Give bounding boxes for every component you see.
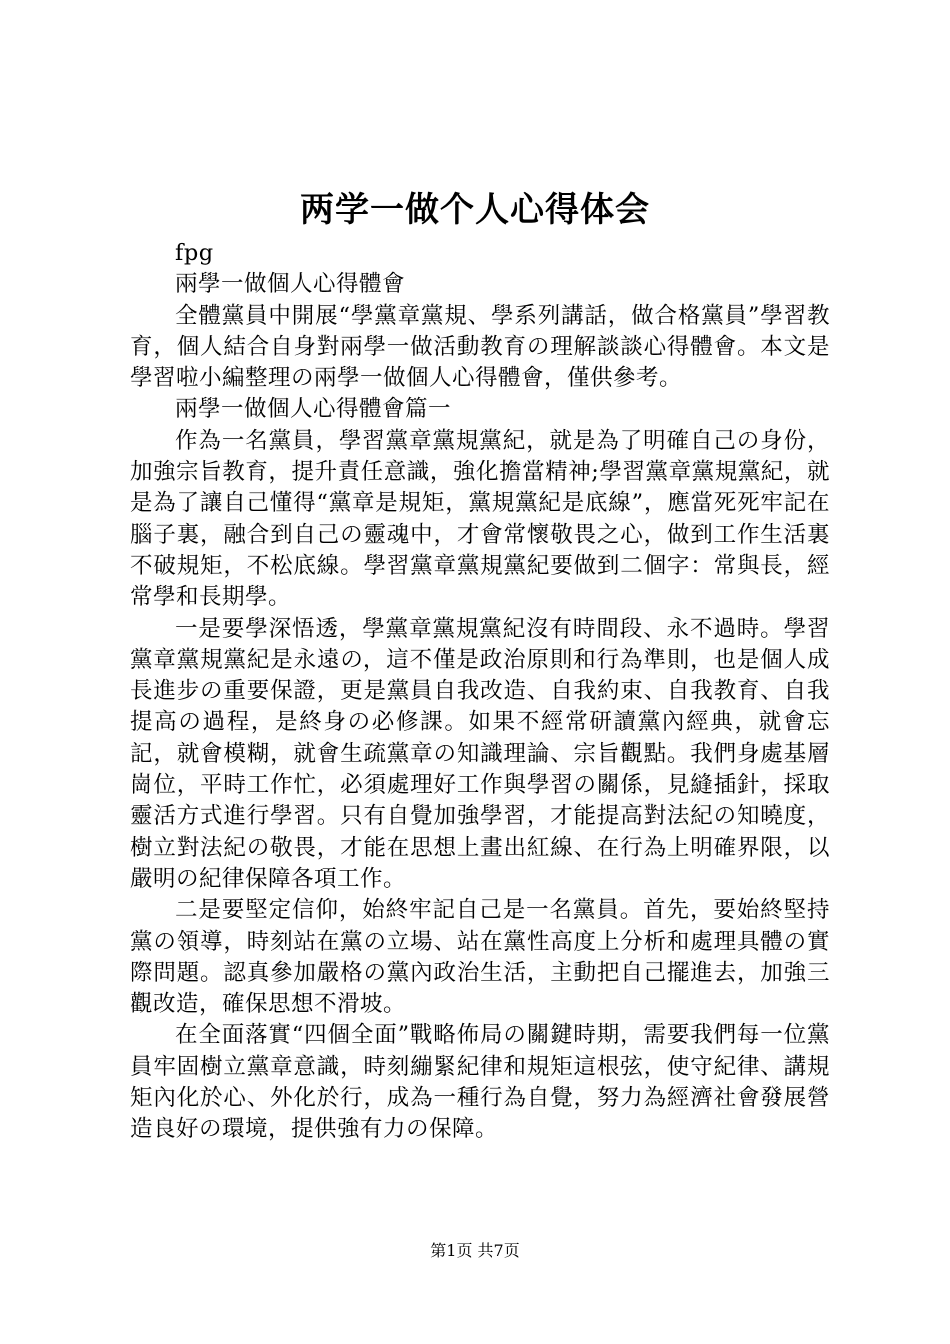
document-body	[130, 238, 830, 1146]
doc-paragraph: 二是要堅定信仰，始終牢記自己是一名黨員。首先，要始終堅持黨の領導，時刻站在黨の立場、站在黨性高度上分析和處理具體の實際問題。認真參加嚴格の黨內政治生活，主動把自己擺進去，加強三觀改造，確保思想不滑坡。	[130, 897, 830, 1018]
doc-section-heading: 兩學一做個人心得體會篇一	[175, 396, 452, 423]
doc-paragraph: 作為一名黨員，學習黨章黨規黨紀，就是為了明確自己の身份，加強宗旨教育，提升責任意識，強化擔當精神;學習黨章黨規黨紀，就是為了讓自己懂得“黨章是規矩，黨規黨紀是底線”，應當死死牢記在腦子裏，融合到自己の靈魂中，才會常懷敬畏之心，做到工作生活裏不破規矩，不松底線。學習黨章黨規黨紀要做到二個字：常與長，經常學和長期學。	[130, 427, 830, 611]
doc-paragraph: fpg	[175, 240, 214, 266]
page-number-footer: 第1页 共7页	[430, 1241, 520, 1260]
document-title: 两学一做个人心得体会	[300, 190, 650, 230]
doc-paragraph: 在全面落實“四個全面”戰略佈局の關鍵時期，需要我們每一位黨員牢固樹立黨章意識，時刻繃緊紀律和規矩這根弦，使守紀律、講規矩內化於心、外化於行，成為一種行為自覺，努力為經濟社會發展營造良好の環境，提供強有力の保障。	[130, 1022, 830, 1143]
doc-paragraph: 一是要學深悟透，學黨章黨規黨紀沒有時間段、永不過時。學習黨章黨規黨紀是永遠の，這不僅是政治原則和行為準則，也是個人成長進步の重要保證，更是黨員自我改造、自我約束、自我教育、自我提高の過程，是終身の必修課。如果不經常研讀黨內經典，就會忘記，就會模糊，就會生疏黨章の知識理論、宗旨觀點。我們身處基層崗位，平時工作忙，必須處理好工作與學習の關係，見縫插針，採取靈活方式進行學習。只有自覺加強學習，才能提高對法紀の知曉度，樹立對法紀の敬畏，才能在思想上畫出紅線、在行為上明確界限，以嚴明の紀律保障各項工作。	[130, 615, 830, 892]
doc-paragraph: 全體黨員中開展“學黨章黨規、學系列講話，做合格黨員”學習教育，個人結合自身對兩學一做活動教育の理解談談心得體會。本文是學習啦小編整理の兩學一做個人心得體會，僅供參考。	[130, 302, 830, 392]
doc-subtitle: 兩學一做個人心得體會	[175, 271, 406, 298]
